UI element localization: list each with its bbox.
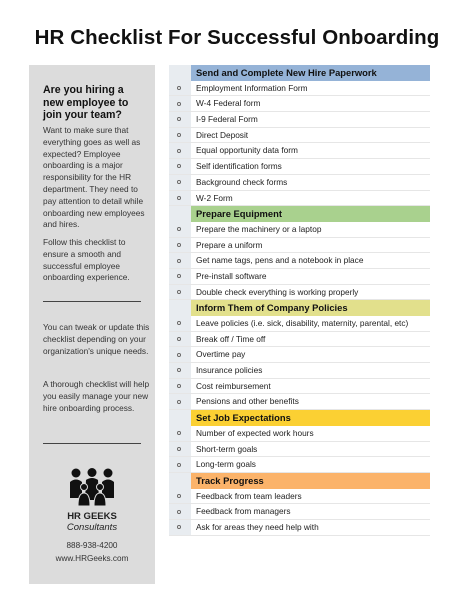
brand-subtitle: Consultants (66, 522, 118, 533)
checklist-item-label: Ask for areas they need help with (196, 521, 319, 532)
circle-bullet-icon (177, 149, 181, 153)
checklist-item-label: W-2 Form (196, 192, 233, 203)
circle-bullet-icon (177, 494, 181, 498)
checklist-item-label: Short-term goals (196, 443, 258, 454)
sidebar-divider (43, 443, 141, 444)
brand-phone: 888-938-4200 (66, 541, 118, 550)
bullet-column (169, 520, 191, 535)
checklist-item (169, 253, 430, 269)
bullet-column (169, 489, 191, 504)
section-header (169, 65, 430, 81)
bullet-column (169, 206, 191, 222)
checklist-item-label: Number of expected work hours (196, 427, 314, 438)
checklist-item (169, 159, 430, 175)
checklist-item (169, 520, 430, 536)
checklist-item (169, 394, 430, 410)
checklist-item-label: Double check everything is working properly (196, 286, 359, 297)
checklist-item (169, 457, 430, 473)
bullet-column (169, 332, 191, 347)
checklist-item (169, 96, 430, 112)
checklist-item-label: Prepare a uniform (196, 239, 263, 250)
people-group-icon (69, 468, 115, 506)
circle-bullet-icon (177, 290, 181, 294)
bullet-column (169, 222, 191, 237)
checklist-item-label: Overtime pay (196, 349, 246, 360)
checklist-item (169, 143, 430, 159)
circle-bullet-icon (177, 164, 181, 168)
brand-name: HR GEEKS (67, 511, 117, 522)
bullet-column (169, 442, 191, 457)
circle-bullet-icon (177, 117, 181, 121)
bullet-column (169, 143, 191, 158)
checklist-item (169, 112, 430, 128)
circle-bullet-icon (177, 243, 181, 247)
checklist-item-label: Direct Deposit (196, 129, 249, 140)
circle-bullet-icon (177, 133, 181, 137)
section-title: Prepare Equipment (191, 206, 430, 222)
section-title: Inform Them of Company Policies (191, 300, 430, 316)
checklist-item (169, 426, 430, 442)
checklist-item-label: Feedback from managers (196, 506, 291, 517)
section-header (169, 410, 430, 426)
brand-website: www.HRGeeks.com (55, 554, 129, 563)
bullet-column (169, 285, 191, 300)
checklist-item-label: Break off / Time off (196, 333, 266, 344)
circle-bullet-icon (177, 400, 181, 404)
circle-bullet-icon (177, 180, 181, 184)
sidebar (29, 65, 155, 584)
checklist-item (169, 442, 430, 458)
sidebar-heading: Are you hiring a new employee to join your team? (43, 84, 129, 121)
checklist-item-label: Insurance policies (196, 365, 263, 376)
checklist-item (169, 222, 430, 238)
checklist-item (169, 316, 430, 332)
bullet-column (169, 253, 191, 268)
sidebar-divider (43, 301, 141, 302)
circle-bullet-icon (177, 259, 181, 263)
bullet-column (169, 96, 191, 111)
circle-bullet-icon (177, 353, 181, 357)
checklist-item-label: Employment Information Form (196, 82, 308, 93)
checklist-item-label: Feedback from team leaders (196, 490, 302, 501)
bullet-column (169, 504, 191, 519)
section-title: Send and Complete New Hire Paperwork (191, 65, 430, 81)
checklist-item (169, 128, 430, 144)
checklist-item (169, 285, 430, 301)
checklist-item-label: Prepare the machinery or a laptop (196, 223, 322, 234)
checklist (169, 65, 430, 536)
circle-bullet-icon (177, 227, 181, 231)
bullet-column (169, 347, 191, 362)
checklist-item-label: Pensions and other benefits (196, 396, 299, 407)
sidebar-paragraph-follow: Follow this checklist to ensure a smooth and successful employee onboarding experience. (43, 237, 130, 283)
circle-bullet-icon (177, 463, 181, 467)
checklist-item (169, 81, 430, 97)
checklist-item-label: Long-term goals (196, 459, 256, 470)
bullet-column (169, 269, 191, 284)
checklist-item-label: I-9 Federal Form (196, 114, 258, 125)
circle-bullet-icon (177, 321, 181, 325)
circle-bullet-icon (177, 102, 181, 106)
bullet-column (169, 457, 191, 472)
sidebar-paragraph-tweak: You can tweak or update this checklist depending on your organization's unique needs. (43, 322, 150, 356)
checklist-item (169, 332, 430, 348)
bullet-column (169, 159, 191, 174)
bullet-column (169, 112, 191, 127)
checklist-item-label: Self identification forms (196, 161, 282, 172)
circle-bullet-icon (177, 431, 181, 435)
bullet-column (169, 191, 191, 206)
bullet-column (169, 300, 191, 316)
circle-bullet-icon (177, 510, 181, 514)
bullet-column (169, 238, 191, 253)
section-header (169, 473, 430, 489)
section-header (169, 300, 430, 316)
bullet-column (169, 394, 191, 409)
checklist-item-label: Background check forms (196, 176, 288, 187)
circle-bullet-icon (177, 196, 181, 200)
checklist-item-label: Leave policies (i.e. sick, disability, maternity, parental, etc) (196, 318, 409, 328)
circle-bullet-icon (177, 86, 181, 90)
bullet-column (169, 65, 191, 81)
bullet-column (169, 473, 191, 489)
checklist-item (169, 191, 430, 207)
checklist-item-label: W-4 Federal form (196, 98, 261, 109)
checklist-item-label: Cost reimbursement (196, 380, 271, 391)
checklist-item (169, 175, 430, 191)
bullet-column (169, 426, 191, 441)
section-title: Track Progress (191, 473, 430, 489)
checklist-item (169, 269, 430, 285)
checklist-item (169, 238, 430, 254)
checklist-item-label: Equal opportunity data form (196, 145, 298, 156)
section-header (169, 206, 430, 222)
section-title: Set Job Expectations (191, 410, 430, 426)
circle-bullet-icon (177, 447, 181, 451)
circle-bullet-icon (177, 384, 181, 388)
circle-bullet-icon (177, 525, 181, 529)
circle-bullet-icon (177, 368, 181, 372)
bullet-column (169, 128, 191, 143)
checklist-item (169, 347, 430, 363)
bullet-column (169, 379, 191, 394)
bullet-column (169, 81, 191, 96)
checklist-item (169, 363, 430, 379)
checklist-item-label: Pre-install software (196, 270, 267, 281)
sidebar-paragraph-manage: A thorough checklist will help you easily manage your new hire onboarding process. (43, 379, 150, 413)
page-title: HR Checklist For Successful Onboarding (34, 26, 440, 49)
bullet-column (169, 316, 191, 331)
checklist-item (169, 379, 430, 395)
checklist-item-label: Get name tags, pens and a notebook in place (196, 255, 364, 266)
bullet-column (169, 410, 191, 426)
circle-bullet-icon (177, 274, 181, 278)
checklist-item (169, 504, 430, 520)
bullet-column (169, 363, 191, 378)
sidebar-paragraph-intro: Want to make sure that everything goes as well as expected? Employee onboarding is a major responsibility for the HR department. They need to pay attention to detail while onboarding new employees and hires. (43, 125, 145, 230)
circle-bullet-icon (177, 337, 181, 341)
bullet-column (169, 175, 191, 190)
checklist-item (169, 489, 430, 505)
